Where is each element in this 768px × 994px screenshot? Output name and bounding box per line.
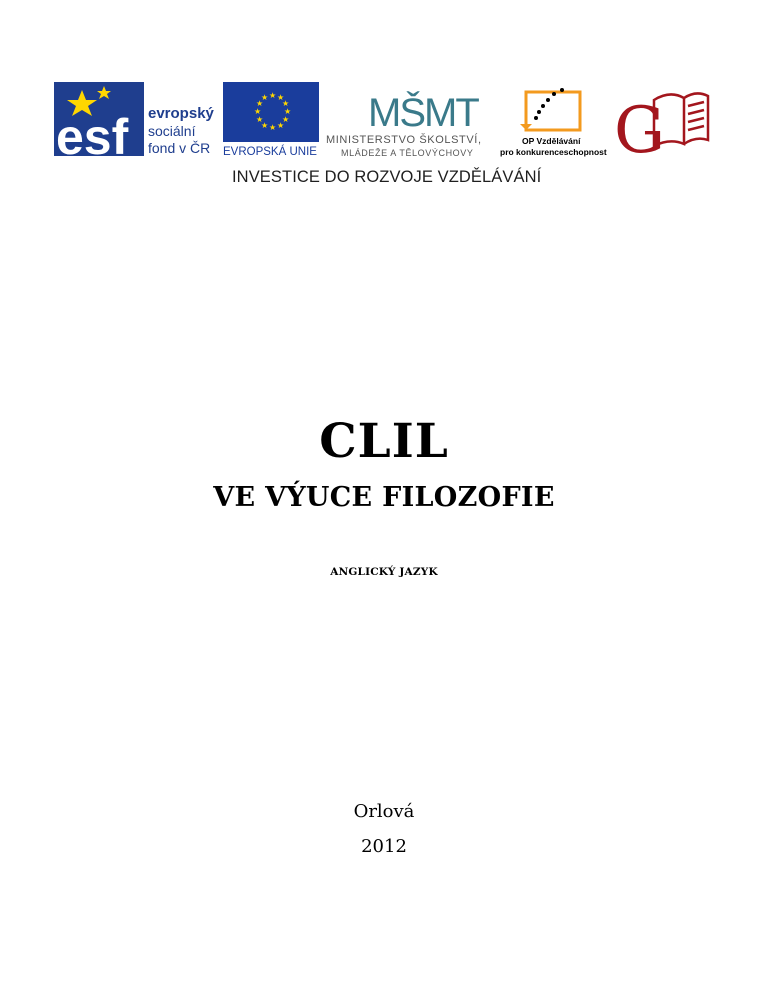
op-vzdelavani-logo (500, 84, 610, 160)
eu-label: EVROPSKÁ UNIE (223, 146, 317, 158)
year-label: 2012 (361, 836, 407, 857)
msmt-monogram: MŠMT (368, 91, 478, 135)
investice-caption: INVESTICE DO ROZVOJE VZDĚLÁVÁNÍ (232, 168, 542, 186)
svg-text:★: ★ (282, 115, 290, 124)
g-letter: G (614, 94, 666, 158)
svg-text:★: ★ (256, 115, 264, 124)
svg-text:★: ★ (261, 121, 269, 130)
msmt-logo (326, 80, 496, 160)
esf-logo (54, 82, 214, 158)
svg-text:★: ★ (256, 99, 264, 108)
logo-strip (0, 0, 768, 200)
msmt-text-line1: MINISTERSTVO ŠKOLSTVÍ, (326, 134, 482, 146)
svg-text:★: ★ (282, 99, 290, 108)
svg-text:★: ★ (277, 93, 285, 102)
msmt-text-line2: MLÁDEŽE A TĚLOVÝCHOVY (341, 148, 474, 158)
esf-text-line2: sociální (148, 123, 196, 139)
esf-letters: esf (56, 109, 129, 158)
svg-text:★: ★ (284, 107, 292, 116)
op-text-line1: OP Vzdělávání (522, 136, 581, 146)
esf-text-line3: fond v ČR (148, 140, 211, 156)
language-label: ANGLICKÝ JAZYK (330, 566, 438, 578)
svg-text:★: ★ (254, 107, 262, 116)
svg-text:★: ★ (277, 121, 285, 130)
gymnazium-logo (612, 82, 712, 158)
svg-text:★: ★ (269, 91, 277, 100)
op-text-line2: pro konkurenceschopnost (500, 147, 607, 157)
svg-text:★: ★ (269, 123, 277, 132)
esf-text-line1: evropský (148, 105, 214, 122)
eu-flag-logo (223, 82, 323, 158)
op-frame (526, 92, 580, 130)
place-label: Orlová (353, 801, 415, 822)
document-title: CLIL (319, 414, 449, 469)
document-subtitle: VE VÝUCE FILOZOFIE (213, 482, 555, 513)
svg-text:★: ★ (261, 93, 269, 102)
